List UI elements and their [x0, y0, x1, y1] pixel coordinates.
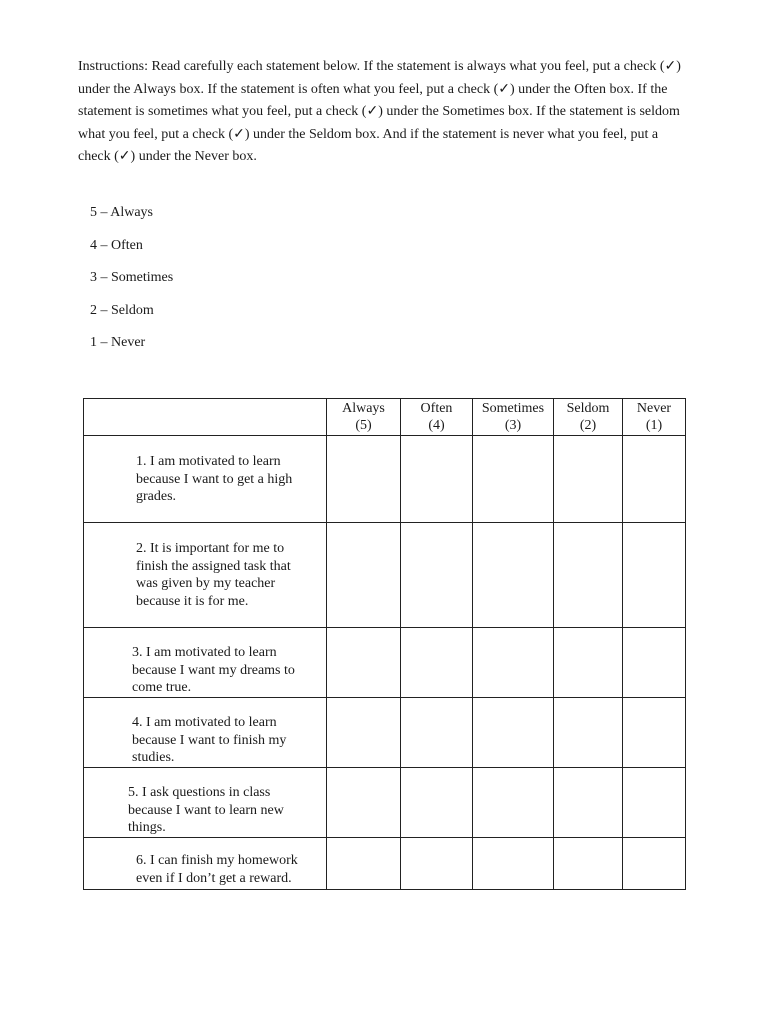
header-label: Seldom: [566, 401, 610, 416]
check-cell-always[interactable]: [327, 698, 401, 768]
table-row: [84, 768, 686, 838]
check-cell-sometimes[interactable]: [473, 628, 554, 698]
header-value: (2): [579, 417, 597, 433]
header-sometimes: [473, 399, 554, 436]
check-cell-never[interactable]: [623, 628, 686, 698]
statement-text: 1. I am motivated to learn because I want to get a high grades.: [136, 454, 293, 504]
header-value: (4): [428, 417, 445, 433]
statement-cell: [84, 838, 327, 890]
check-cell-never[interactable]: [623, 698, 686, 768]
table-row: [84, 698, 686, 768]
check-cell-often[interactable]: [401, 523, 473, 628]
statement-cell: [84, 523, 327, 628]
statement-cell: [84, 698, 327, 768]
header-seldom: [554, 399, 623, 436]
table-row: [84, 838, 686, 890]
rating-scale: [90, 203, 173, 366]
check-cell-always[interactable]: [327, 838, 401, 890]
statement-text: 4. I am motivated to learn because I want to finish my studies.: [132, 715, 287, 765]
statement-text: 2. It is important for me to finish the assigned task that was given by my teacher because it is for me.: [136, 541, 291, 609]
check-cell-sometimes[interactable]: [473, 436, 554, 523]
instructions: Instructions: Read carefully each statement below. If the statement is always what you feel, put a check (✓) under the Always box. If the statement is often what you feel, put a check (✓) under the Often box. If the statement is sometimes what you feel, put a check (✓) under the Sometimes box. If the statement is seldom what you feel, put a check (✓) under the Seldom box. And if the statement is never what you feel, put a check (✓) under the Never box.: [78, 59, 681, 165]
statement-text: 3. I am motivated to learn because I want my dreams to come true.: [132, 645, 295, 695]
scale-item: 4 – Often: [90, 237, 143, 253]
check-cell-always[interactable]: [327, 628, 401, 698]
check-cell-always[interactable]: [327, 523, 401, 628]
check-cell-seldom[interactable]: [554, 628, 623, 698]
statement-text: 5. I ask questions in class because I want to learn new things.: [128, 785, 284, 835]
header-label: Always: [342, 401, 385, 416]
scale-item: 5 – Always: [90, 205, 153, 220]
check-cell-often[interactable]: [401, 436, 473, 523]
statement-cell: [84, 768, 327, 838]
check-cell-always[interactable]: [327, 768, 401, 838]
header-statement-cell: [84, 399, 327, 436]
check-cell-seldom[interactable]: [554, 838, 623, 890]
table-row: [84, 436, 686, 523]
statement-cell: [84, 628, 327, 698]
header-label: Sometimes: [481, 401, 545, 416]
header-always: [327, 399, 401, 436]
check-cell-seldom[interactable]: [554, 698, 623, 768]
check-cell-never[interactable]: [623, 436, 686, 523]
scale-item: 1 – Never: [90, 335, 146, 350]
check-cell-never[interactable]: [623, 523, 686, 628]
check-cell-seldom[interactable]: [554, 436, 623, 523]
scale-item: 3 – Sometimes: [90, 270, 174, 285]
check-cell-sometimes[interactable]: [473, 523, 554, 628]
check-cell-sometimes[interactable]: [473, 768, 554, 838]
check-cell-sometimes[interactable]: [473, 838, 554, 890]
check-cell-never[interactable]: [623, 768, 686, 838]
table-row: [84, 628, 686, 698]
table-row: [84, 523, 686, 628]
check-cell-seldom[interactable]: [554, 523, 623, 628]
header-label: Often: [420, 401, 453, 416]
statement-cell: [84, 436, 327, 523]
check-cell-never[interactable]: [623, 838, 686, 890]
check-cell-often[interactable]: [401, 768, 473, 838]
header-often: [401, 399, 473, 436]
table-header-row: [84, 399, 686, 436]
header-never: [623, 399, 686, 436]
check-cell-seldom[interactable]: [554, 768, 623, 838]
header-value: (1): [645, 417, 663, 433]
check-cell-often[interactable]: [401, 698, 473, 768]
scale-item: 2 – Seldom: [90, 302, 154, 318]
check-cell-sometimes[interactable]: [473, 698, 554, 768]
header-label: Never: [636, 401, 672, 416]
check-cell-often[interactable]: [401, 628, 473, 698]
check-cell-always[interactable]: [327, 436, 401, 523]
check-cell-often[interactable]: [401, 838, 473, 890]
header-value: (5): [355, 417, 372, 433]
statement-text: 6. I can finish my homework even if I don’t get a reward.: [136, 853, 298, 886]
survey-table: [83, 398, 686, 890]
header-value: (3): [504, 417, 522, 433]
